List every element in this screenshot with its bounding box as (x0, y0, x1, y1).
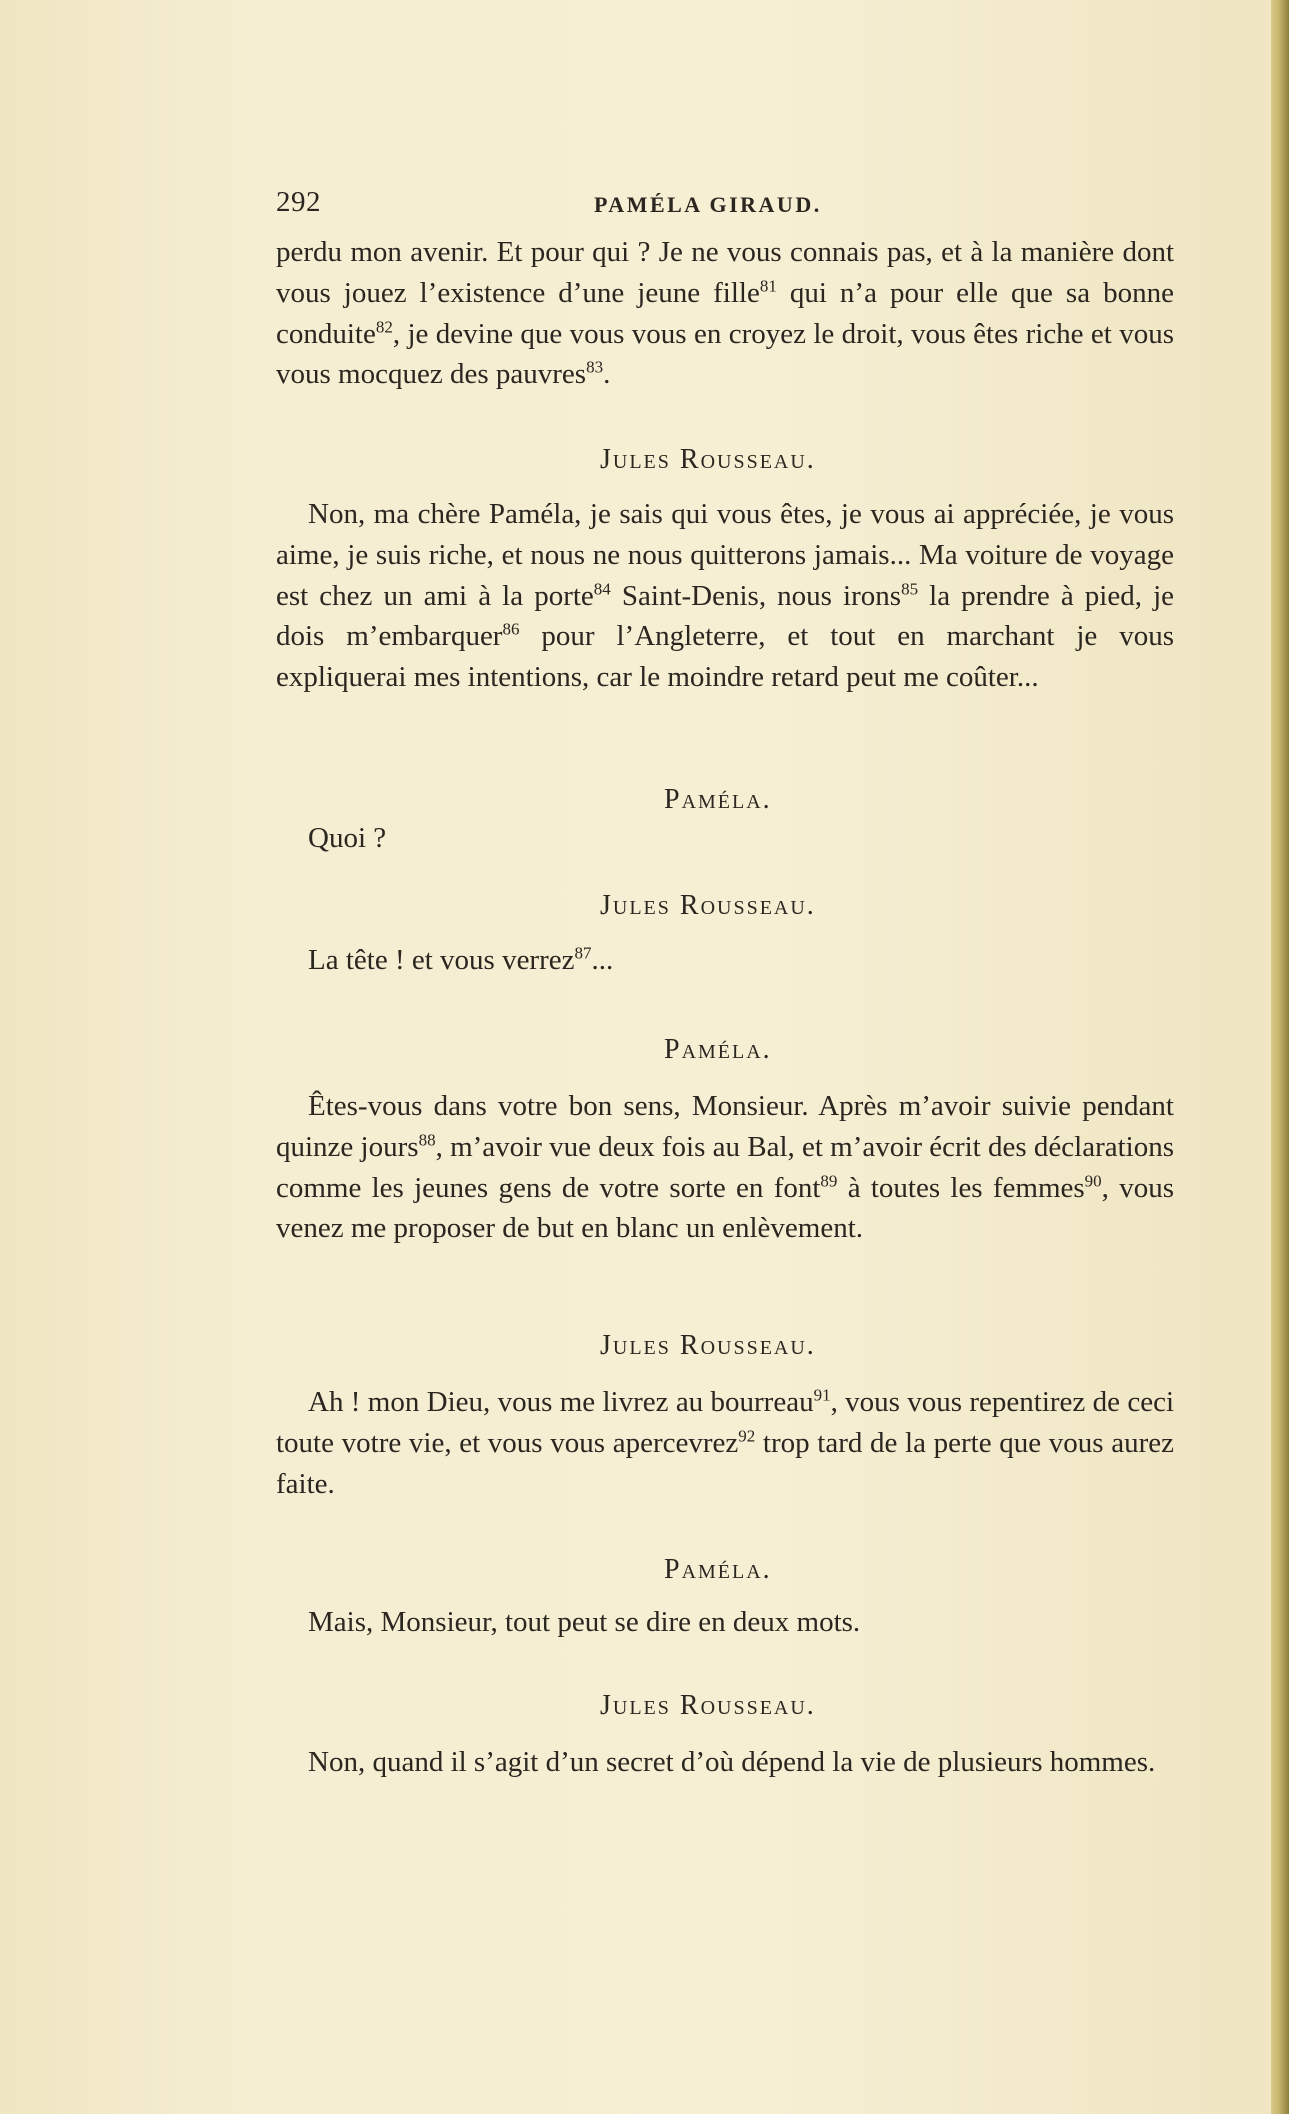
footnote-ref: 87 (574, 943, 592, 963)
speaker-heading: Jules Rousseau. (600, 1690, 816, 1721)
text-run: Non, quand il s’agit d’un secret d’où dépend la vie de plusieurs hommes. (308, 1746, 1156, 1778)
speaker-heading: Paméla. (664, 1034, 772, 1065)
running-title: PAMÉLA GIRAUD. (594, 192, 822, 217)
footnote-ref: 86 (502, 619, 520, 639)
footnote-ref: 83 (586, 357, 604, 377)
text-run: perdu mon avenir. Et pour qui ? Je ne vous connais pas, et à la manière dont vous jouez l’existence d’une jeune fille (276, 236, 1174, 309)
dialogue-line: Quoi ? (308, 822, 387, 854)
text-run: , vous vous repentirez de ceci toute votre vie, et vous vous apercevrez (276, 1386, 1175, 1459)
page-number: 292 (276, 186, 321, 218)
text-run: . (603, 358, 611, 391)
speaker-heading: Paméla. (664, 784, 772, 815)
footnote-ref: 92 (738, 1426, 756, 1446)
paragraph-3 (276, 1086, 1174, 1249)
text-run: pour l’Angleterre, et tout en marchant je vous expliquerai mes intentions, car le moindre retard peut me coûter... (276, 620, 1175, 694)
text-run: la prendre à pied, je dois m’embarquer (276, 579, 1175, 653)
paragraph-5 (276, 1602, 1174, 1643)
footnote-ref: 81 (759, 276, 777, 296)
text-run: , m’avoir vue deux fois au Bal, et m’avoir écrit des déclarations comme les jeunes gens de votre sorte en font (276, 1130, 1175, 1204)
text-run: trop tard de la perte que vous aurez faite. (276, 1426, 1174, 1500)
book-spine-edge (1271, 0, 1289, 2114)
text-run: Ah ! mon Dieu, vous me livrez au bourreau (308, 1386, 814, 1418)
text-run: Non, ma chère Paméla, je sais qui vous êtes, je vous ai appréciée, je vous aime, je suis riche, et nous ne nous quitterons jamais... Ma voiture de voyage est chez un ami à la porte (276, 498, 1174, 612)
footnote-ref: 90 (1084, 1170, 1102, 1190)
text-run: Êtes-vous dans votre bon sens, Monsieur. Après m’avoir suivie pendant quinze jours (276, 1090, 1174, 1163)
footnote-ref: 88 (418, 1130, 436, 1150)
speaker-heading: Jules Rousseau. (600, 1330, 816, 1361)
paragraph-2 (276, 494, 1174, 698)
text-run: , vous venez me proposer de but en blanc un enlèvement. (276, 1171, 1174, 1245)
footnote-ref: 85 (901, 578, 919, 598)
page-header (276, 186, 1176, 226)
text-run: La tête ! et vous verrez (308, 944, 575, 976)
paragraph-6 (276, 1742, 1174, 1783)
footnote-ref: 84 (593, 578, 611, 598)
dialogue-line (308, 944, 613, 977)
text-run: ... (591, 944, 614, 976)
footnote-ref: 91 (813, 1385, 831, 1405)
speaker-heading: Paméla. (664, 1554, 772, 1585)
text-run: Mais, Monsieur, tout peut se dire en deux mots. (308, 1606, 861, 1638)
paragraph-1 (276, 232, 1174, 395)
paragraph-4 (276, 1382, 1174, 1504)
text-run: , je devine que vous vous en croyez le droit, vous êtes riche et vous vous mocquez des pauvres (276, 317, 1174, 391)
footnote-ref: 82 (375, 316, 393, 336)
text-run: à toutes les femmes (837, 1171, 1085, 1204)
text-run: qui n’a pour elle que sa bonne conduite (276, 276, 1174, 350)
speaker-heading: Jules Rousseau. (600, 890, 816, 921)
speaker-heading: Jules Rousseau. (600, 444, 816, 475)
footnote-ref: 89 (820, 1170, 838, 1190)
text-run: Saint-Denis, nous irons (610, 579, 902, 612)
